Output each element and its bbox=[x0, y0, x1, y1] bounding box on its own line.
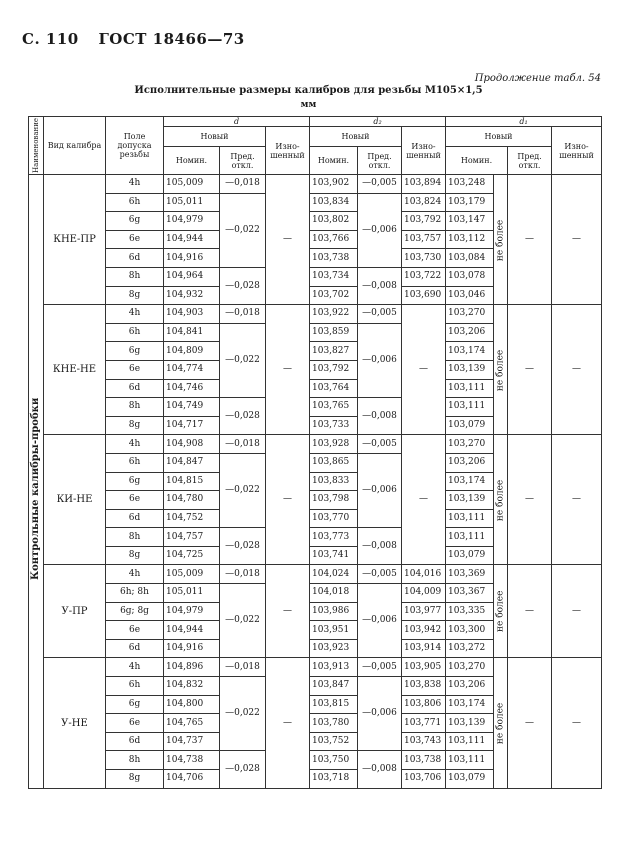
d1-nominal: 103,174 bbox=[446, 472, 494, 491]
d1-nominal: 103,179 bbox=[446, 193, 494, 212]
d1-nominal: 103,046 bbox=[446, 286, 494, 305]
d2-nominal: 103,750 bbox=[310, 751, 358, 770]
d2-worn: 103,743 bbox=[402, 732, 446, 751]
tolerance-field: 4h bbox=[106, 435, 164, 454]
d2-nominal: 103,902 bbox=[310, 175, 358, 194]
tolerance-field: 6d bbox=[106, 509, 164, 528]
d-nominal: 104,717 bbox=[164, 416, 220, 435]
d2-deviation: —0,005 bbox=[358, 175, 402, 194]
d-nominal: 104,749 bbox=[164, 398, 220, 417]
col-d1-worn: Изно-шенный bbox=[552, 127, 602, 175]
d2-nominal: 103,738 bbox=[310, 249, 358, 268]
d2-worn: 103,942 bbox=[402, 621, 446, 640]
d-deviation: —0,022 bbox=[220, 453, 266, 527]
d2-nominal: 103,859 bbox=[310, 323, 358, 342]
d2-nominal: 103,741 bbox=[310, 546, 358, 565]
d2-worn: 103,690 bbox=[402, 286, 446, 305]
d1-nominal: 103,078 bbox=[446, 267, 494, 286]
d-nominal: 104,979 bbox=[164, 602, 220, 621]
d2-worn: 103,838 bbox=[402, 677, 446, 696]
col-d-nom: Номин. bbox=[164, 147, 220, 175]
tolerance-field: 4h bbox=[106, 175, 164, 194]
d2-deviation: —0,006 bbox=[358, 193, 402, 267]
d-nominal: 104,815 bbox=[164, 472, 220, 491]
d-deviation: —0,028 bbox=[220, 751, 266, 788]
col-d1-nom: Номин. bbox=[446, 147, 508, 175]
d-worn: — bbox=[266, 175, 310, 305]
d2-worn: 103,792 bbox=[402, 212, 446, 231]
d1-nominal: 103,079 bbox=[446, 770, 494, 789]
d-nominal: 105,011 bbox=[164, 193, 220, 212]
tolerance-field: 8g bbox=[106, 286, 164, 305]
gauge-type: У-НЕ bbox=[44, 658, 106, 788]
tolerance-field: 6g bbox=[106, 212, 164, 231]
tolerance-field: 6d bbox=[106, 249, 164, 268]
d1-deviation: — bbox=[508, 435, 552, 565]
d2-deviation: —0,005 bbox=[358, 435, 402, 454]
d1-nominal: 103,111 bbox=[446, 379, 494, 398]
d-nominal: 104,944 bbox=[164, 621, 220, 640]
d2-worn: 103,914 bbox=[402, 639, 446, 658]
tolerance-field: 6e bbox=[106, 360, 164, 379]
d-deviation: —0,022 bbox=[220, 584, 266, 658]
tolerance-field: 6d bbox=[106, 379, 164, 398]
d2-nominal: 103,951 bbox=[310, 621, 358, 640]
tolerance-field: 6e bbox=[106, 621, 164, 640]
tolerance-field: 6g bbox=[106, 342, 164, 361]
d2-worn: 103,771 bbox=[402, 714, 446, 733]
d1-nominal: 103,111 bbox=[446, 509, 494, 528]
d1-deviation: — bbox=[508, 565, 552, 658]
d2-worn: 103,977 bbox=[402, 602, 446, 621]
d2-nominal: 103,847 bbox=[310, 677, 358, 696]
d1-deviation: — bbox=[508, 658, 552, 788]
d-nominal: 104,765 bbox=[164, 714, 220, 733]
d1-nominal: 103,248 bbox=[446, 175, 494, 194]
d1-nominal: 103,270 bbox=[446, 435, 494, 454]
d1-worn: — bbox=[552, 435, 602, 565]
d1-nominal: 103,084 bbox=[446, 249, 494, 268]
tolerance-field: 6d bbox=[106, 732, 164, 751]
d-deviation: —0,028 bbox=[220, 528, 266, 565]
d-deviation: —0,022 bbox=[220, 193, 266, 267]
d-nominal: 104,780 bbox=[164, 491, 220, 510]
d1-worn: — bbox=[552, 305, 602, 435]
col-d1: d₁ bbox=[446, 117, 602, 127]
tolerance-field: 6h bbox=[106, 193, 164, 212]
d1-note: не более bbox=[494, 435, 508, 565]
d1-nominal: 103,139 bbox=[446, 491, 494, 510]
d1-nominal: 103,174 bbox=[446, 695, 494, 714]
d2-nominal: 103,766 bbox=[310, 230, 358, 249]
d-nominal: 104,847 bbox=[164, 453, 220, 472]
tolerance-field: 6g; 8g bbox=[106, 602, 164, 621]
tolerance-field: 4h bbox=[106, 565, 164, 584]
d1-worn: — bbox=[552, 175, 602, 305]
col-d-worn: Изно-шенный bbox=[266, 127, 310, 175]
col-d: d bbox=[164, 117, 310, 127]
d1-nominal: 103,206 bbox=[446, 453, 494, 472]
d2-worn: 103,905 bbox=[402, 658, 446, 677]
page-number: С. 110 bbox=[22, 30, 79, 48]
d2-worn: — bbox=[402, 435, 446, 565]
d2-nominal: 103,702 bbox=[310, 286, 358, 305]
d2-worn: 103,824 bbox=[402, 193, 446, 212]
d-nominal: 104,832 bbox=[164, 677, 220, 696]
tolerance-field: 6h bbox=[106, 453, 164, 472]
col-d1-new: Новый bbox=[446, 127, 552, 147]
table-row bbox=[29, 175, 602, 194]
d2-deviation: —0,006 bbox=[358, 584, 402, 658]
d2-worn: 104,009 bbox=[402, 584, 446, 603]
d1-nominal: 103,111 bbox=[446, 732, 494, 751]
d-nominal: 104,932 bbox=[164, 286, 220, 305]
d2-nominal: 103,815 bbox=[310, 695, 358, 714]
d2-nominal: 103,765 bbox=[310, 398, 358, 417]
d2-nominal: 103,718 bbox=[310, 770, 358, 789]
d-nominal: 104,737 bbox=[164, 732, 220, 751]
d1-nominal: 103,111 bbox=[446, 398, 494, 417]
d-nominal: 104,964 bbox=[164, 267, 220, 286]
d-deviation: —0,028 bbox=[220, 267, 266, 304]
d2-nominal: 104,018 bbox=[310, 584, 358, 603]
d2-nominal: 103,827 bbox=[310, 342, 358, 361]
col-vid: Вид калибра bbox=[44, 117, 106, 175]
d-nominal: 104,746 bbox=[164, 379, 220, 398]
d1-nominal: 103,111 bbox=[446, 528, 494, 547]
d2-worn: 103,738 bbox=[402, 751, 446, 770]
d2-deviation: —0,006 bbox=[358, 323, 402, 397]
d1-worn: — bbox=[552, 565, 602, 658]
d-nominal: 104,916 bbox=[164, 249, 220, 268]
d2-nominal: 103,928 bbox=[310, 435, 358, 454]
tolerance-field: 8h bbox=[106, 528, 164, 547]
gauge-type: КНЕ-ПР bbox=[44, 175, 106, 305]
tolerance-field: 8h bbox=[106, 267, 164, 286]
d1-nominal: 103,139 bbox=[446, 714, 494, 733]
d2-nominal: 103,752 bbox=[310, 732, 358, 751]
d1-worn: — bbox=[552, 658, 602, 788]
d-nominal: 104,738 bbox=[164, 751, 220, 770]
d2-worn: 103,706 bbox=[402, 770, 446, 789]
d2-nominal: 103,986 bbox=[310, 602, 358, 621]
tolerance-field: 8h bbox=[106, 751, 164, 770]
d1-nominal: 103,300 bbox=[446, 621, 494, 640]
tolerance-field: 8g bbox=[106, 416, 164, 435]
d2-nominal: 103,865 bbox=[310, 453, 358, 472]
d1-note: не более bbox=[494, 658, 508, 788]
tolerance-field: 6e bbox=[106, 230, 164, 249]
d2-deviation: —0,008 bbox=[358, 398, 402, 435]
d-nominal: 104,752 bbox=[164, 509, 220, 528]
d1-nominal: 103,206 bbox=[446, 323, 494, 342]
d1-deviation: — bbox=[508, 175, 552, 305]
d-nominal: 104,725 bbox=[164, 546, 220, 565]
tolerance-field: 4h bbox=[106, 658, 164, 677]
d-deviation: —0,022 bbox=[220, 677, 266, 751]
page-header bbox=[22, 30, 259, 48]
d1-nominal: 103,147 bbox=[446, 212, 494, 231]
tolerance-field: 6h bbox=[106, 677, 164, 696]
table-row bbox=[29, 305, 602, 324]
d-worn: — bbox=[266, 658, 310, 788]
gauge-type: У-ПР bbox=[44, 565, 106, 658]
d2-deviation: —0,008 bbox=[358, 267, 402, 304]
d1-nominal: 103,369 bbox=[446, 565, 494, 584]
d-nominal: 104,944 bbox=[164, 230, 220, 249]
d1-nominal: 103,367 bbox=[446, 584, 494, 603]
dimensions-table bbox=[28, 116, 602, 789]
d1-note: не более bbox=[494, 175, 508, 305]
d2-nominal: 103,733 bbox=[310, 416, 358, 435]
d2-worn: 104,016 bbox=[402, 565, 446, 584]
tolerance-field: 6d bbox=[106, 639, 164, 658]
d1-nominal: 103,335 bbox=[446, 602, 494, 621]
d1-note: не более bbox=[494, 305, 508, 435]
d-worn: — bbox=[266, 435, 310, 565]
d-nominal: 104,757 bbox=[164, 528, 220, 547]
d2-deviation: —0,006 bbox=[358, 453, 402, 527]
d1-nominal: 103,079 bbox=[446, 546, 494, 565]
d2-nominal: 103,802 bbox=[310, 212, 358, 231]
d1-nominal: 103,111 bbox=[446, 751, 494, 770]
d1-nominal: 103,206 bbox=[446, 677, 494, 696]
continuation-note: Продолжение табл. 54 bbox=[474, 73, 601, 84]
tolerance-field: 6e bbox=[106, 491, 164, 510]
col-d2-pred: Пред. откл. bbox=[358, 147, 402, 175]
col-d2-nom: Номин. bbox=[310, 147, 358, 175]
d-nominal: 104,908 bbox=[164, 435, 220, 454]
d-nominal: 104,774 bbox=[164, 360, 220, 379]
d2-deviation: —0,008 bbox=[358, 528, 402, 565]
table-row bbox=[29, 658, 602, 677]
d-worn: — bbox=[266, 565, 310, 658]
d-nominal: 105,009 bbox=[164, 565, 220, 584]
d2-nominal: 103,834 bbox=[310, 193, 358, 212]
col-d-new: Новый bbox=[164, 127, 266, 147]
col-pole: Поле допуска резьбы bbox=[106, 117, 164, 175]
d2-worn: — bbox=[402, 305, 446, 435]
d-deviation: —0,018 bbox=[220, 658, 266, 677]
col-d-pred: Пред. откл. bbox=[220, 147, 266, 175]
col-d2-new: Новый bbox=[310, 127, 402, 147]
d-nominal: 105,011 bbox=[164, 584, 220, 603]
d-nominal: 104,809 bbox=[164, 342, 220, 361]
d2-deviation: —0,006 bbox=[358, 677, 402, 751]
d-nominal: 104,841 bbox=[164, 323, 220, 342]
d-deviation: —0,018 bbox=[220, 305, 266, 324]
d1-nominal: 103,270 bbox=[446, 658, 494, 677]
d2-deviation: —0,005 bbox=[358, 658, 402, 677]
d-nominal: 104,979 bbox=[164, 212, 220, 231]
d-worn: — bbox=[266, 305, 310, 435]
d1-nominal: 103,174 bbox=[446, 342, 494, 361]
d2-deviation: —0,005 bbox=[358, 305, 402, 324]
d2-nominal: 103,734 bbox=[310, 267, 358, 286]
d2-nominal: 104,024 bbox=[310, 565, 358, 584]
side-label: Контрольные калибры-пробки bbox=[30, 397, 41, 580]
d-deviation: —0,018 bbox=[220, 175, 266, 194]
col-d1-pred: Пред. откл. bbox=[508, 147, 552, 175]
d2-nominal: 103,798 bbox=[310, 491, 358, 510]
d2-nominal: 103,923 bbox=[310, 639, 358, 658]
tolerance-field: 4h bbox=[106, 305, 164, 324]
d-deviation: —0,022 bbox=[220, 323, 266, 397]
d-nominal: 104,706 bbox=[164, 770, 220, 789]
d2-nominal: 103,913 bbox=[310, 658, 358, 677]
tolerance-field: 8g bbox=[106, 546, 164, 565]
d2-worn: 103,757 bbox=[402, 230, 446, 249]
d-deviation: —0,018 bbox=[220, 565, 266, 584]
gauge-type: КИ-НЕ bbox=[44, 435, 106, 565]
col-d2-worn: Изно-шенный bbox=[402, 127, 446, 175]
d1-nominal: 103,272 bbox=[446, 639, 494, 658]
d-nominal: 104,800 bbox=[164, 695, 220, 714]
d2-nominal: 103,773 bbox=[310, 528, 358, 547]
d2-worn: 103,722 bbox=[402, 267, 446, 286]
d-deviation: —0,028 bbox=[220, 398, 266, 435]
d-nominal: 104,896 bbox=[164, 658, 220, 677]
tolerance-field: 8g bbox=[106, 770, 164, 789]
table-row bbox=[29, 435, 602, 454]
col-naimen: Наименование bbox=[29, 117, 44, 175]
d1-note: не более bbox=[494, 565, 508, 658]
d-nominal: 104,916 bbox=[164, 639, 220, 658]
d1-nominal: 103,270 bbox=[446, 305, 494, 324]
unit-label: мм bbox=[300, 100, 317, 110]
d2-worn: 103,806 bbox=[402, 695, 446, 714]
d1-nominal: 103,079 bbox=[446, 416, 494, 435]
col-d2: d₂ bbox=[310, 117, 446, 127]
d2-nominal: 103,770 bbox=[310, 509, 358, 528]
tolerance-field: 6g bbox=[106, 472, 164, 491]
d1-deviation: — bbox=[508, 305, 552, 435]
d2-nominal: 103,764 bbox=[310, 379, 358, 398]
d1-nominal: 103,112 bbox=[446, 230, 494, 249]
standard-code: ГОСТ 18466—73 bbox=[98, 30, 245, 48]
tolerance-field: 6h; 8h bbox=[106, 584, 164, 603]
tolerance-field: 6h bbox=[106, 323, 164, 342]
gauge-type: КНЕ-НЕ bbox=[44, 305, 106, 435]
tolerance-field: 6g bbox=[106, 695, 164, 714]
d-nominal: 104,903 bbox=[164, 305, 220, 324]
d-deviation: —0,018 bbox=[220, 435, 266, 454]
d2-nominal: 103,833 bbox=[310, 472, 358, 491]
tolerance-field: 6e bbox=[106, 714, 164, 733]
side-col bbox=[29, 175, 44, 789]
d2-deviation: —0,005 bbox=[358, 565, 402, 584]
tolerance-field: 8h bbox=[106, 398, 164, 417]
d2-nominal: 103,792 bbox=[310, 360, 358, 379]
d1-nominal: 103,139 bbox=[446, 360, 494, 379]
table-row bbox=[29, 565, 602, 584]
d2-worn: 103,894 bbox=[402, 175, 446, 194]
d2-worn: 103,730 bbox=[402, 249, 446, 268]
d-nominal: 105,009 bbox=[164, 175, 220, 194]
d2-nominal: 103,922 bbox=[310, 305, 358, 324]
d2-deviation: —0,008 bbox=[358, 751, 402, 788]
table-title: Исполнительные размеры калибров для резьбы M105×1,5 bbox=[134, 85, 483, 96]
d2-nominal: 103,780 bbox=[310, 714, 358, 733]
